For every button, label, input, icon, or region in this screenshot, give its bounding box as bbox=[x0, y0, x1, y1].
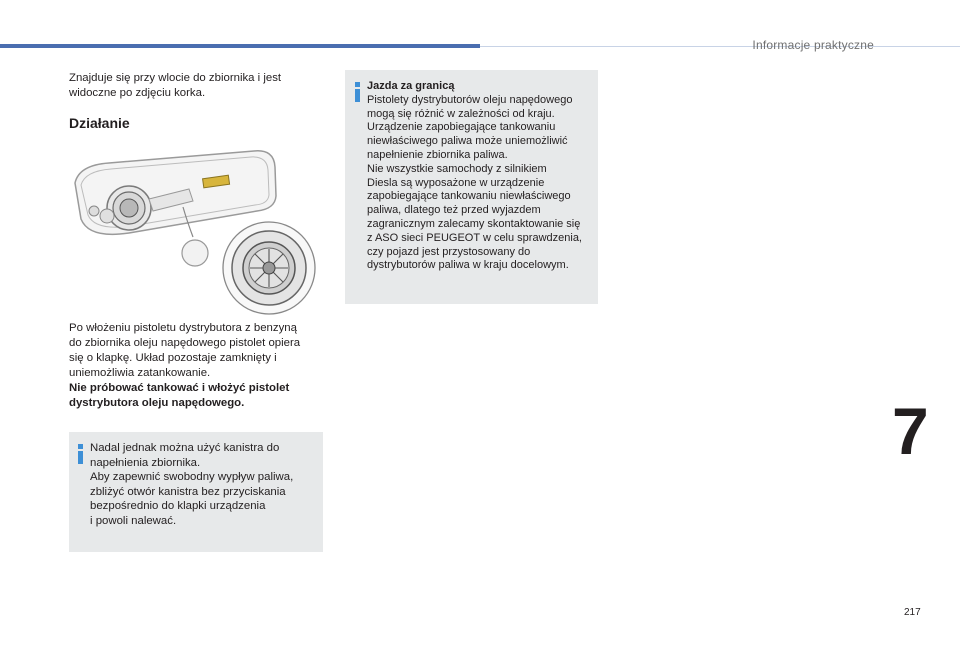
text-line: widoczne po zdjęciu korka. bbox=[69, 87, 206, 99]
text-line: zapobiegające tankowaniu niewłaściwego bbox=[367, 190, 571, 203]
text-line: bezpośrednio do klapki urządzenia bbox=[90, 500, 266, 513]
section-heading: Działanie bbox=[69, 115, 130, 131]
chapter-number: 7 bbox=[892, 394, 929, 468]
info-box-abroad bbox=[345, 70, 598, 304]
text-line: i powoli nalewać. bbox=[90, 514, 177, 527]
header-accent-bar bbox=[0, 44, 480, 48]
text-line: dystrybutorów paliwa w kraju docelowym. bbox=[367, 259, 569, 272]
text-line: zagranicznym zalecamy skontaktowanie się bbox=[367, 217, 581, 230]
info-text bbox=[367, 80, 597, 273]
text-line: do zbiornika oleju napędowego pistolet opiera bbox=[69, 337, 301, 349]
header-rule bbox=[480, 46, 960, 47]
warning-line: dystrybutora oleju napędowego. bbox=[69, 397, 245, 409]
page-number: 217 bbox=[904, 607, 921, 618]
text-line: Urządzenie zapobiegające tankowaniu bbox=[367, 121, 556, 134]
text-line: z ASO sieci PEUGEOT w celu sprawdzenia, bbox=[367, 231, 582, 244]
text-line: napełnienie zbiornika paliwa. bbox=[367, 148, 508, 161]
text-line: Aby zapewnić swobodny wypływ paliwa, bbox=[90, 471, 294, 484]
info-title: Jazda za granicą bbox=[367, 80, 455, 92]
text-line: Nadal jednak można użyć kanistra do bbox=[90, 442, 280, 454]
info-text bbox=[90, 441, 318, 529]
info-icon bbox=[352, 82, 364, 104]
text-line: Znajduje się przy wlocie do zbiornika i jest bbox=[69, 72, 282, 84]
text-line: czy pojazd jest przystosowany do bbox=[367, 245, 531, 258]
warning-line: Nie próbować tankować i włożyć pistolet bbox=[69, 382, 290, 394]
section-title: Informacje praktyczne bbox=[752, 38, 874, 52]
text-line: mogą się różnić w zależności od kraju. bbox=[367, 107, 555, 120]
info-box-canister bbox=[69, 432, 323, 552]
intro-paragraph bbox=[69, 71, 324, 101]
text-line: Diesla są wyposażone w urządzenie bbox=[367, 176, 545, 189]
text-line: się o klapkę. Układ pozostaje zamknięty i bbox=[69, 352, 277, 364]
info-icon bbox=[75, 444, 87, 466]
text-line: Pistolety dystrybutorów oleju napędowego bbox=[367, 93, 573, 106]
text-line: Nie wszystkie samochody z silnikiem bbox=[367, 162, 547, 175]
text-line: Po włożeniu pistoletu dystrybutora z benzyną bbox=[69, 322, 297, 334]
text-line: zbliżyć otwór kanistra bez przyciskania bbox=[90, 485, 286, 498]
body-paragraph bbox=[69, 321, 324, 411]
text-line: paliwa, dlatego też przed wyjazdem bbox=[367, 204, 541, 217]
text-line: niewłaściwego paliwa może uniemożliwić bbox=[367, 135, 568, 148]
text-line: uniemożliwia zatankowanie. bbox=[69, 367, 211, 379]
text-line: napełnienia zbiornika. bbox=[90, 456, 201, 469]
fuel-filler-illustration bbox=[69, 141, 322, 319]
